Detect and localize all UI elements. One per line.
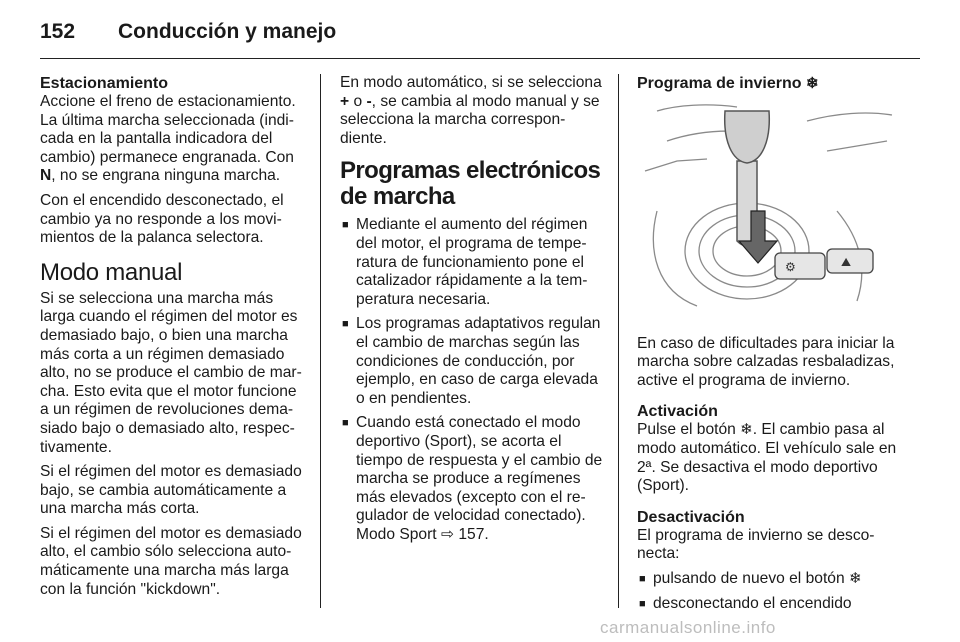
gear-selector-illustration xyxy=(637,101,901,315)
page-number: 152 xyxy=(40,20,76,43)
list-item: ■ pulsando de nuevo el botón ❄ xyxy=(639,569,862,587)
page-ref[interactable]: 157. xyxy=(458,525,489,543)
square-bullet-icon: ■ xyxy=(342,318,349,331)
column-divider xyxy=(618,74,619,608)
paragraph: Pulse el botón ❄. El cambio pasa al modo automático. El vehículo sale en 2ª. Se desactiva el modo deportivo (Sport). xyxy=(637,421,897,495)
list-item: ■ Los programas adaptativos regulan el cambio de marchas según las condiciones de conducción, por ejemplo, en caso de carga elevada o en pendientes. xyxy=(342,315,601,407)
paragraph: En caso de dificultades para iniciar la marcha sobre calzadas resbaladizas, active el programa de invierno. xyxy=(637,334,895,389)
heading-programas: Programas electrónicos de marcha xyxy=(340,157,601,211)
page-ref-arrow-icon: ⇨ xyxy=(440,525,459,543)
header-rule xyxy=(40,58,920,59)
square-bullet-icon: ■ xyxy=(639,572,646,585)
paragraph: En modo automático, si se selecciona + o -, se cambia al modo manual y se selecciona la marcha correspon-diente. xyxy=(340,74,602,147)
square-bullet-icon: ■ xyxy=(639,597,646,610)
square-bullet-icon: ■ xyxy=(342,417,349,430)
column-3 xyxy=(637,74,901,619)
heading-invierno: Programa de invierno ❄ xyxy=(637,75,819,92)
paragraph: Con el encendido desconectado, el cambio ya no responde a los movi-mientos de la palanca selectora. xyxy=(40,191,284,247)
heading-activacion: Activación xyxy=(637,403,718,421)
paragraph: El programa de invierno se desco-necta: xyxy=(637,526,875,563)
page-header xyxy=(40,14,920,58)
column-1 xyxy=(40,74,304,605)
list-item: ■ Mediante el aumento del régimen del motor, el programa de tempe-ratura de funcionamiento pone el catalizador rápidamente a la tem-peratura necesaria. xyxy=(342,216,588,308)
section-title: Conducción y manejo xyxy=(118,20,337,43)
paragraph: Si el régimen del motor es demasiado alto, el cambio sólo selecciona auto-máticamente una marcha más larga con la función "kickdown". xyxy=(40,524,302,598)
column-2 xyxy=(340,74,604,550)
paragraph: Accione el freno de estacionamiento. La última marcha seleccionada (indi-cada en la pantalla indicadora del cambio) permanece engranada. Con N, no se engrana ninguna marcha. xyxy=(40,93,296,185)
snowflake-icon: ❄ xyxy=(805,75,819,92)
heading-desactivacion: Desactivación xyxy=(637,508,745,526)
column-divider xyxy=(320,74,321,608)
svg-text:⛰: ⛰ xyxy=(841,255,852,269)
list-item: ■ Cuando está conectado el modo deportivo (Sport), se acorta el tiempo de respuesta y el cambio de marcha se produce a regímenes más elevados (excepto con el re-gulador de velocidad conectado). Modo Sport ⇨ 157. xyxy=(342,414,603,543)
snowflake-icon: ❄ xyxy=(848,569,862,587)
svg-text:⚙: ⚙ xyxy=(785,260,796,274)
heading-estacionamiento: Estacionamiento xyxy=(40,75,169,92)
square-bullet-icon: ■ xyxy=(342,219,349,232)
list-item: ■ desconectando el encendido xyxy=(639,594,852,612)
paragraph: Si el régimen del motor es demasiado bajo, se cambia automáticamente a una marcha más corta. xyxy=(40,463,302,518)
paragraph: Si se selecciona una marcha más larga cuando el régimen del motor es demasiado bajo, o bien una marcha más corta a un régimen demasiado alto, no se produce el cambio de mar-cha. Esto evita que el motor funcione a un régimen de revoluciones dema-siado bajo o demasiado alto, respec-tivamente. xyxy=(40,289,302,456)
heading-modo-manual: Modo manual xyxy=(40,258,183,286)
snowflake-icon: ❄ xyxy=(740,421,753,439)
watermark: carmanualsonline.info xyxy=(600,618,776,637)
